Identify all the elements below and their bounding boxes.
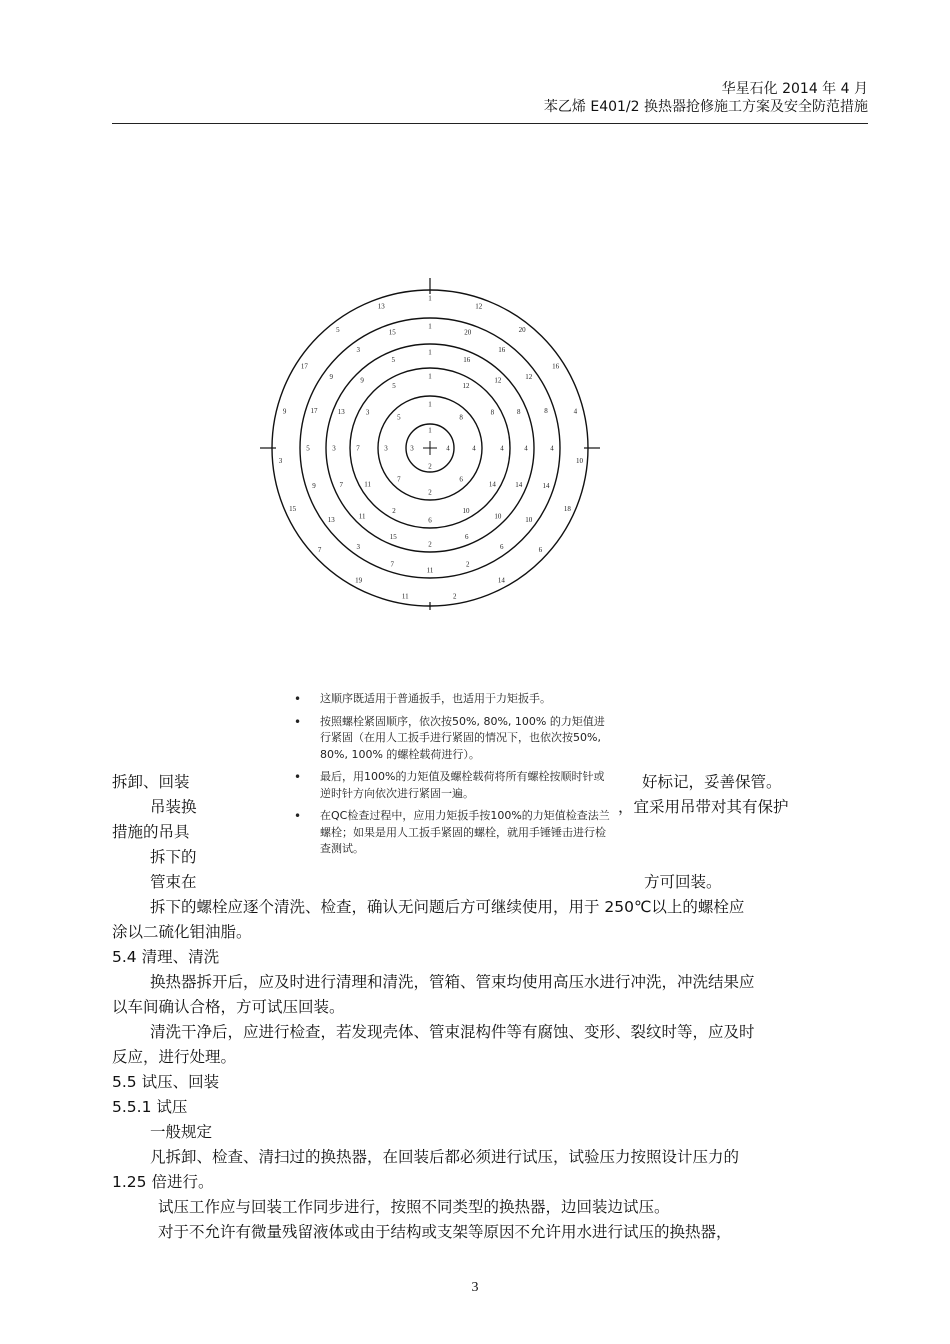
bolt-number-label: 14 (515, 481, 523, 490)
bolt-number-label: 9 (360, 376, 364, 385)
bolt-number-label: 3 (356, 543, 361, 552)
paragraph: 措施的吊具 (112, 823, 190, 841)
bolt-number-label: 17 (300, 362, 308, 371)
paragraph: 吊装换 ，宜采用吊带对其有保护 (150, 798, 789, 816)
bolt-number-label: 2 (428, 462, 432, 471)
paragraph: 1.25 倍进行。 (112, 1173, 214, 1191)
bolt-number-label: 8 (490, 408, 495, 417)
header-date: 华星石化 2014 年 4 月 (721, 81, 868, 97)
bolt-number-label: 18 (563, 504, 571, 513)
bolt-number-label: 3 (384, 444, 388, 453)
bolt-number-label: 8 (459, 413, 463, 422)
bolt-number-label: 9 (329, 372, 334, 381)
bolt-number-label: 7 (317, 546, 322, 555)
section-heading: 5.4 清理、清洗 (112, 948, 220, 966)
bolt-number-label: 19 (355, 576, 363, 585)
bolt-number-label: 12 (462, 382, 470, 391)
bolt-tightening-sequence-diagram (255, 270, 615, 610)
bolt-number-label: 13 (337, 407, 345, 416)
note-item: • 最后，用100%的力矩值及螺栓载荷将所有螺栓按顺时针或逆时针方向依次进行紧固一遍。 (288, 769, 610, 802)
bolt-number-label: 9 (282, 407, 287, 416)
bolt-number-label: 4 (573, 407, 578, 416)
paragraph: 清洗干净后，应进行检查，若发现壳体、管束混构件等有腐蚀、变形、裂纹时等，应及时 (150, 1023, 755, 1041)
bolt-number-label: 12 (525, 372, 533, 381)
bolt-number-label: 16 (463, 355, 471, 364)
paragraph: 以车间确认合格，方可试压回装。 (112, 998, 345, 1016)
paragraph: 一般规定 (150, 1123, 213, 1141)
note-item: • 这顺序既适用于普通扳手，也适用于力矩扳手。 (288, 691, 610, 708)
bolt-number-label: 8 (516, 407, 521, 416)
subsection-heading: 5.5.1 试压 (112, 1098, 188, 1116)
paragraph: 凡拆卸、检查、清扫过的换热器，在回装后都必须进行试压，试验压力按照设计压力的 (150, 1148, 740, 1166)
bolt-number-label: 3 (365, 408, 370, 417)
page-number: 3 (471, 1280, 479, 1295)
bolt-number-label: 11 (401, 592, 409, 601)
notes-list (280, 683, 618, 858)
bolt-number-label: 3 (410, 444, 414, 453)
bolt-number-label: 11 (426, 566, 434, 575)
bolt-number-label: 15 (389, 533, 397, 542)
bolt-number-label: 15 (289, 504, 297, 513)
bolt-number-label: 7 (339, 481, 344, 490)
paragraph: 对于不允许有微量残留液体或由于结构或支架等原因不允许用水进行试压的换热器， (158, 1223, 732, 1241)
bolt-number-label: 15 (388, 328, 396, 337)
bolt-number-label: 17 (310, 406, 318, 415)
bolt-number-label: 14 (488, 480, 496, 489)
bolt-number-label: 5 (397, 413, 401, 422)
bolt-number-label: 13 (327, 516, 335, 525)
bolt-number-label: 4 (500, 444, 504, 453)
bolt-number-label: 7 (397, 475, 401, 484)
bolt-number-label: 2 (452, 592, 457, 601)
bolt-number-label: 5 (306, 444, 310, 453)
bolt-number-label: 2 (465, 560, 470, 569)
bolt-number-label: 3 (356, 345, 361, 354)
bolt-number-label: 4 (446, 444, 450, 453)
paragraph: 反应，进行处理。 (112, 1048, 237, 1066)
bolt-number-label: 12 (494, 376, 502, 385)
bolt-number-label: 1 (428, 322, 432, 331)
bolt-number-label: 5 (392, 382, 396, 391)
page-header (544, 80, 868, 116)
paragraph: 试压工作应与回装工作同步进行，按照不同类型的换热器，边回装边试压。 (158, 1198, 670, 1216)
paragraph: 拆卸、回装 好标记，妥善保管。 (112, 773, 782, 791)
header-title: 苯乙烯 E401/2 换热器抢修施工方案及安全防范措施 (543, 99, 868, 115)
paragraph: 拆下的 (150, 848, 197, 866)
bolt-number-label: 5 (336, 326, 340, 335)
bolt-number-label: 10 (462, 506, 470, 515)
bolt-number-label: 1 (428, 294, 432, 303)
bolt-number-label: 2 (392, 506, 396, 515)
bolt-number-label: 1 (428, 348, 432, 357)
bolt-number-label: 20 (518, 326, 526, 335)
bolt-number-label: 2 (428, 540, 432, 549)
paragraph: 涂以二硫化钼油脂。 (112, 923, 252, 941)
bolt-number-label: 6 (464, 533, 469, 542)
bolt-number-label: 6 (459, 475, 463, 484)
bolt-number-label: 20 (464, 328, 472, 337)
bolt-number-label: 4 (524, 444, 528, 453)
bolt-number-label: 11 (358, 512, 366, 521)
bolt-number-label: 14 (542, 482, 550, 491)
bolt-number-label: 14 (497, 576, 505, 585)
bolt-number-label: 4 (550, 444, 554, 453)
paragraph: 换热器拆开后，应及时进行清理和清洗，管箱、管束均使用高压水进行冲洗，冲洗结果应 (150, 973, 755, 991)
bolt-number-label: 6 (428, 516, 432, 525)
bolt-number-label: 3 (332, 444, 336, 453)
tightening-notes-box (280, 683, 618, 866)
bolt-number-label: 16 (552, 362, 560, 371)
bolt-number-label: 1 (428, 426, 432, 435)
bolt-number-label: 16 (498, 345, 506, 354)
bolt-number-label: 6 (499, 543, 504, 552)
bolt-number-label: 10 (494, 512, 502, 521)
bolt-number-label: 1 (428, 372, 432, 381)
bolt-number-label: 9 (312, 482, 316, 491)
bolt-number-label: 12 (475, 302, 483, 311)
bolt-number-label: 7 (390, 560, 395, 569)
header-divider (112, 123, 868, 124)
bolt-number-label: 11 (364, 480, 371, 489)
bolt-number-label: 10 (576, 456, 583, 465)
bolt-number-label: 4 (472, 444, 476, 453)
bolt-number-label: 2 (428, 488, 432, 497)
paragraph: 拆下的螺栓应逐个清洗、检查，确认无问题后方可继续使用，用于 250℃以上的螺栓应 (150, 898, 745, 916)
bolt-number-label: 5 (391, 355, 396, 364)
bolt-number-label: 3 (278, 456, 283, 465)
paragraph: 管束在 方可回装。 (150, 873, 722, 891)
bolt-number-label: 7 (356, 444, 360, 453)
bolt-number-label: 1 (428, 400, 432, 409)
bolt-number-label: 6 (538, 546, 543, 555)
section-heading: 5.5 试压、回装 (112, 1073, 220, 1091)
bolt-number-label: 8 (544, 406, 548, 415)
note-item: • 在QC检查过程中，应用力矩扳手按100%的力矩值检查法兰螺栓；如果是用人工扳手紧固的螺栓，就用手锤锤击进行检查测试。 (288, 808, 610, 858)
note-item: • 按照螺栓紧固顺序，依次按50%, 80%, 100% 的力矩值进行紧固（在用人工扳手进行紧固的情况下，也依次按50%, 80%, 100% 的螺栓载荷进行）。 (288, 714, 610, 764)
bolt-number-label: 10 (525, 516, 533, 525)
bolt-number-label: 13 (377, 302, 385, 311)
